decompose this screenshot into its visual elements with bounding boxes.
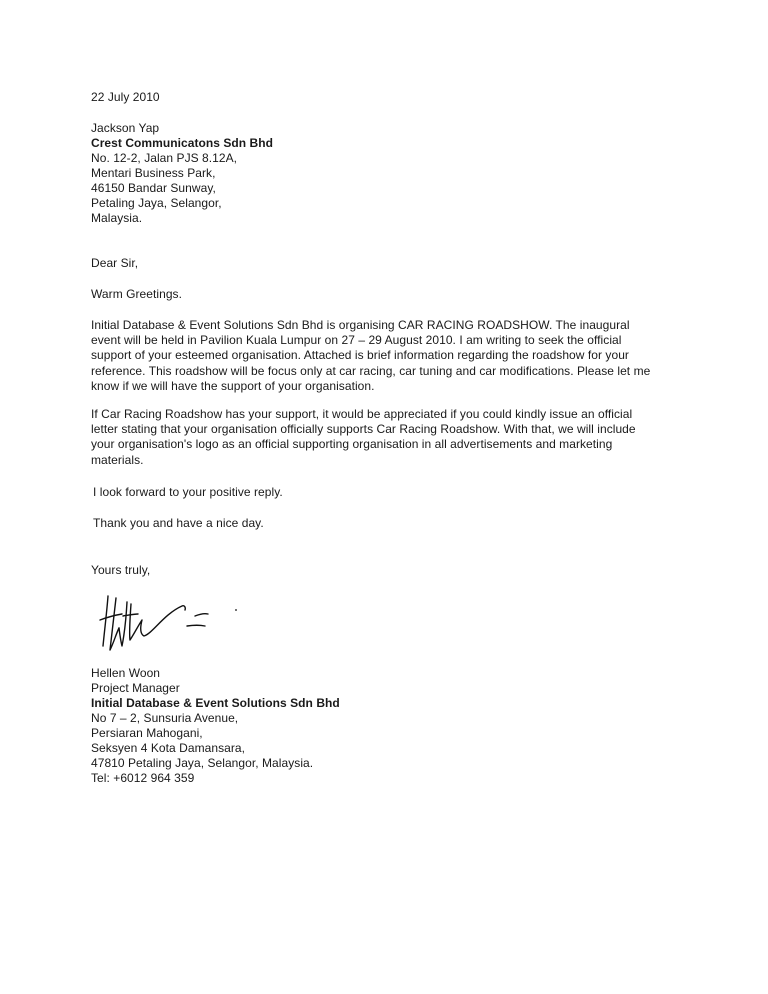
- body-paragraph-2: [91, 407, 651, 468]
- paragraph-line: If Car Racing Roadshow has your support, it would be appreciated if you could kindly issue an official: [91, 407, 633, 421]
- recipient-company: Crest Communicatons Sdn Bhd: [91, 136, 274, 150]
- recipient-address-line: No. 12-2, Jalan PJS 8.12A,: [91, 151, 238, 165]
- recipient-address-line: Malaysia.: [91, 211, 143, 225]
- recipient-address-line: 46150 Bandar Sunway,: [91, 181, 216, 195]
- paragraph-line: materials.: [91, 452, 144, 467]
- paragraph-line: support of your esteemed organisation. Attached is brief information regarding the roadshow for your: [91, 348, 629, 363]
- paragraph-line: know if we will have the support of your organisation.: [91, 378, 375, 393]
- salutation: Dear Sir,: [91, 256, 139, 270]
- recipient-address-line: Mentari Business Park,: [91, 166, 216, 180]
- sender-company: Initial Database & Event Solutions Sdn Bhd: [91, 696, 340, 710]
- sender-name: Hellen Woon: [91, 666, 161, 680]
- sender-address-line: 47810 Petaling Jaya, Selangor, Malaysia.: [91, 756, 314, 770]
- handwritten-signature: [96, 590, 246, 658]
- closing-line: Thank you and have a nice day.: [93, 516, 264, 530]
- greeting: Warm Greetings.: [91, 287, 182, 301]
- paragraph-line: reference. This roadshow will be focus only at car racing, car tuning and car modifications. Please let me: [91, 363, 651, 378]
- paragraph-line: event will be held in Pavilion Kuala Lumpur on 27 – 29 August 2010. I am writing to seek the official: [91, 333, 622, 348]
- recipient-name: Jackson Yap: [91, 121, 160, 135]
- body-paragraph-1: [91, 318, 651, 394]
- sender-address-line: Persiaran Mahogani,: [91, 726, 203, 740]
- sender-telephone: Tel: +6012 964 359: [91, 771, 195, 785]
- sender-title: Project Manager: [91, 681, 180, 695]
- sender-address-line: Seksyen 4 Kota Damansara,: [91, 741, 245, 755]
- letter-date: 22 July 2010: [91, 90, 160, 104]
- paragraph-line: Initial Database & Event Solutions Sdn Bhd is organising CAR RACING ROADSHOW. The inaugural: [91, 318, 630, 332]
- recipient-address-line: Petaling Jaya, Selangor,: [91, 196, 222, 210]
- sender-address-line: No 7 – 2, Sunsuria Avenue,: [91, 711, 239, 725]
- paragraph-line: letter stating that your organisation officially supports Car Racing Roadshow. With that, we will include: [91, 422, 636, 437]
- closing-line: I look forward to your positive reply.: [93, 485, 283, 499]
- paragraph-line: your organisation's logo as an official supporting organisation in all advertisements and marketing: [91, 437, 613, 452]
- valediction: Yours truly,: [91, 563, 151, 577]
